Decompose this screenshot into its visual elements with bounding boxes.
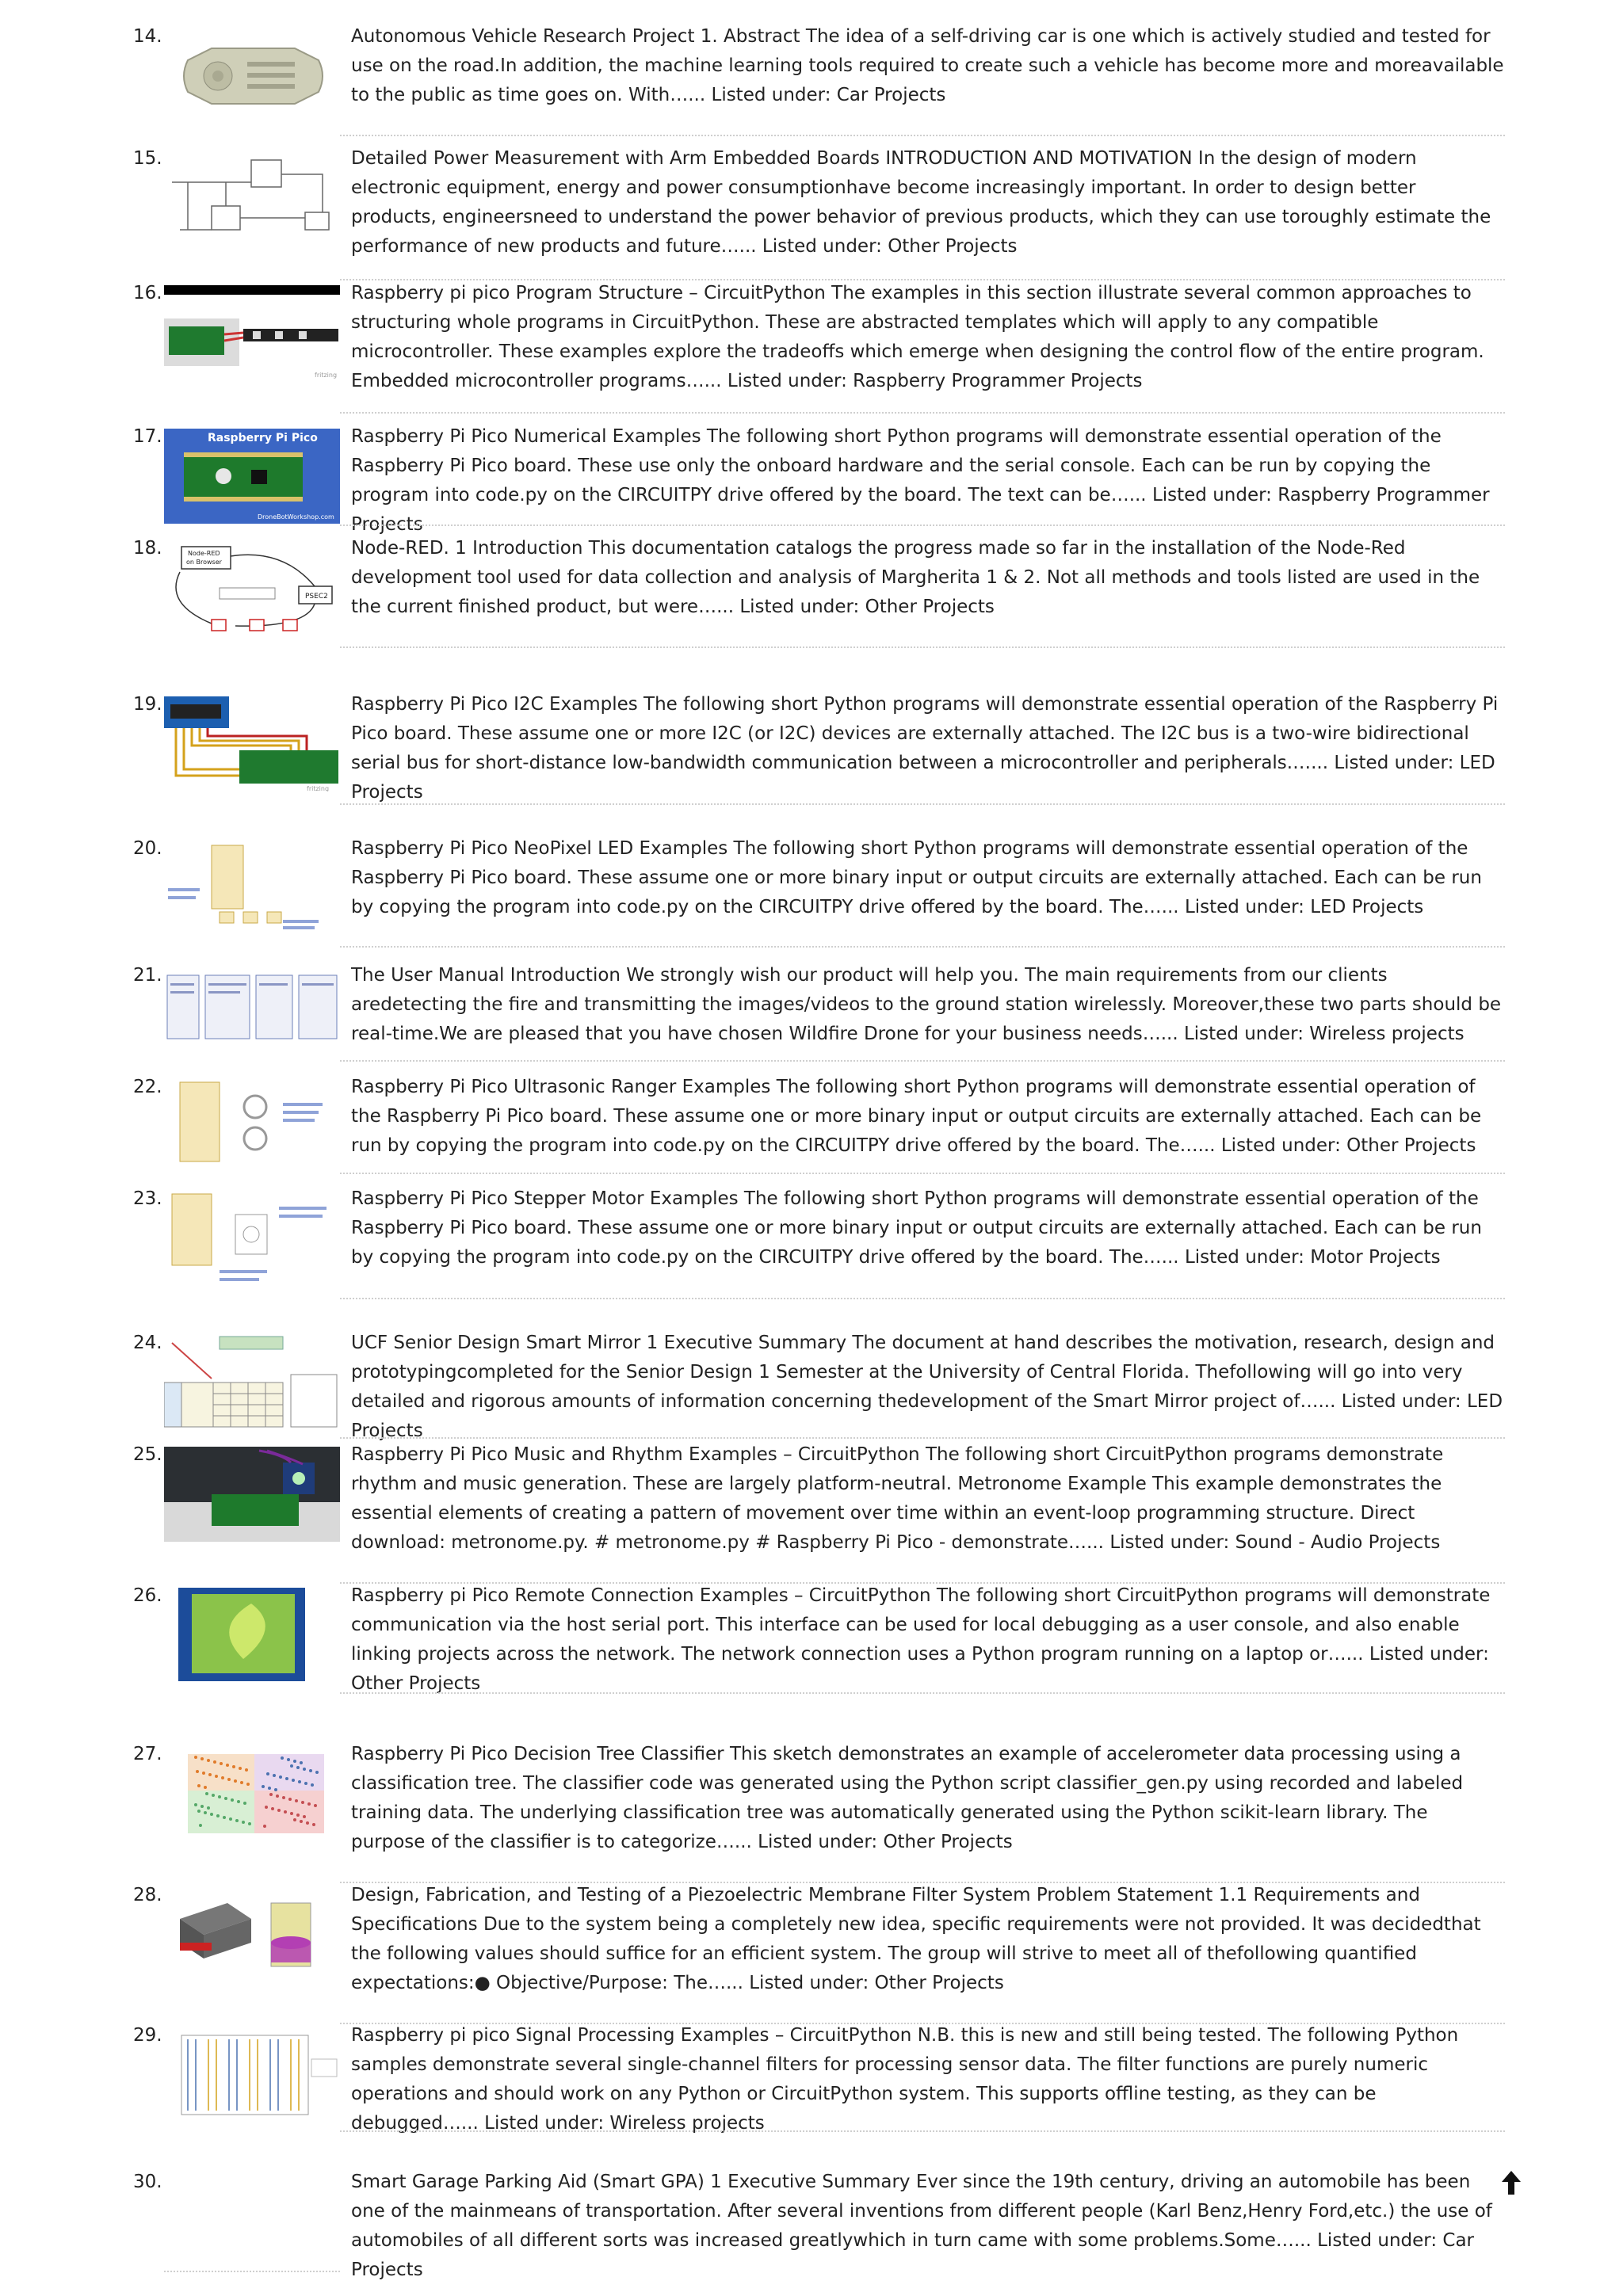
project-description[interactable]	[351, 961, 1507, 1049]
item-number: 26.	[133, 1585, 162, 1606]
svg-text:on Browser: on Browser	[186, 559, 222, 566]
project-thumbnail[interactable]	[164, 1887, 340, 1982]
project-thumbnail[interactable]	[164, 1746, 340, 1841]
item-separator	[340, 2130, 1505, 2132]
item-number: 21.	[133, 965, 162, 986]
project-summary-text[interactable]: Raspberry pi Pico Remote Connection Examples – CircuitPython The following short CircuitPython programs will demonstrate communication via the host serial port. This interface can be used for local debugging as a user console, and also enable linking projects across the network. The network connection uses a Python program running on a laptop or…...	[351, 1585, 1491, 1665]
project-description[interactable]	[351, 279, 1507, 396]
svg-text:fritzing: fritzing	[315, 372, 338, 379]
project-description[interactable]	[351, 144, 1507, 261]
project-thumbnail[interactable]	[164, 1447, 340, 1542]
project-description[interactable]	[351, 1073, 1507, 1161]
project-thumbnail[interactable]	[164, 1079, 340, 1174]
project-summary-text[interactable]: Smart Garage Parking Aid (Smart GPA) 1 Executive Summary Ever since the 19th century, driving an automobile has been one of the mainmeans of transportation. After several inventions from different people (Karl Benz,Henry Ford,etc.) the use of automobiles of all different sorts was increased greatlywhich in turn came with some problems.Some…...	[351, 2172, 1492, 2251]
project-thumbnail[interactable]	[164, 151, 340, 246]
project-description[interactable]	[351, 1740, 1507, 1857]
item-separator	[164, 2271, 340, 2272]
project-summary-text[interactable]: The User Manual Introduction We strongly wish our product will help you. The main requirements from our clients aredetecting the fire and transmitting the images/videos to the ground station wirelessly. Moreover,these two parts should be real-time.We are pleased that you have chosen Wildfire Drone for your business needs…...	[351, 965, 1502, 1044]
project-description[interactable]	[351, 1440, 1507, 1558]
project-description[interactable]	[351, 2021, 1507, 2138]
item-number: 23.	[133, 1188, 162, 1209]
project-thumbnail[interactable]	[164, 540, 340, 635]
project-category-link[interactable]: Listed under: Wireless projects	[484, 2113, 765, 2134]
project-category-link[interactable]: Listed under: Other Projects	[762, 236, 1018, 257]
project-summary-text[interactable]: Raspberry Pi Pico Numerical Examples The following short Python programs will demonstrate essential operation of the Raspberry Pi Pico board. These use only the onboard hardware and the serial console. Each can be run by copying the program into code.py on the CIRCUITPY drive offered by the board. The text can be…...	[351, 426, 1442, 505]
project-category-link[interactable]: Listed under: Other Projects	[739, 597, 995, 617]
item-separator	[340, 1437, 1505, 1439]
project-thumbnail[interactable]	[164, 2027, 340, 2122]
item-number: 28.	[133, 1885, 162, 1905]
item-separator	[340, 1882, 1505, 1883]
item-number: 19.	[133, 694, 162, 715]
project-thumbnail[interactable]	[164, 1191, 340, 1286]
item-separator	[340, 2023, 1505, 2024]
project-summary-text[interactable]: Raspberry Pi Pico NeoPixel LED Examples The following short Python programs will demonstrate essential operation of the Raspberry Pi Pico board. These assume one or more binary input or output circuits are externally attached. Each can be run by copying the program into code.py on the CIRCUITPY drive offered by the board. The…...	[351, 838, 1482, 917]
project-thumbnail[interactable]	[164, 1335, 340, 1430]
project-thumbnail[interactable]	[164, 1588, 340, 1683]
project-thumbnail[interactable]	[164, 29, 340, 124]
project-category-link[interactable]: Listed under: Wireless projects	[1183, 1024, 1465, 1044]
project-summary-text[interactable]: Autonomous Vehicle Research Project 1. Abstract The idea of a self-driving car is one which is actively studied and tested for use on the road.In addition, the machine learning tools required to create such a vehicle has become more and moreavailable to the public as time goes on. With…...	[351, 26, 1504, 105]
item-separator	[340, 1173, 1505, 1174]
item-separator	[340, 646, 1505, 648]
project-description[interactable]	[351, 1184, 1507, 1272]
item-number: 20.	[133, 838, 162, 859]
project-description[interactable]	[351, 1881, 1507, 1998]
item-separator	[340, 1692, 1505, 1694]
item-number: 18.	[133, 538, 162, 559]
project-description[interactable]	[351, 2168, 1492, 2285]
svg-text:Node-RED: Node-RED	[188, 550, 220, 557]
project-description[interactable]	[351, 1581, 1507, 1699]
project-summary-text[interactable]: Raspberry Pi Pico Decision Tree Classifier This sketch demonstrates an example of accelerometer data processing using a classification tree. The classifier code was generated using the Python script classifier_gen.py using recorded and labeled training data. The underlying classification tree was automatically generated using the Python scikit-learn library. The purpose of the classifier is to categorize…...	[351, 1744, 1464, 1852]
project-category-link[interactable]: Listed under: Raspberry Programmer Projects	[727, 371, 1143, 391]
item-separator	[340, 135, 1505, 136]
svg-text:DroneBotWorkshop.com: DroneBotWorkshop.com	[258, 513, 334, 521]
item-number: 29.	[133, 2025, 162, 2046]
item-number: 15.	[133, 148, 162, 169]
project-summary-text[interactable]: Node-RED. 1 Introduction This documentation catalogs the progress made so far in the installation of the Node-Red development tool used for data collection and analysis of Margherita 1 & 2. Not all methods and tools listed are used in the the current finished product, but were…...	[351, 538, 1480, 617]
project-description[interactable]	[351, 422, 1507, 540]
project-category-link[interactable]: Listed under: Car Projects	[351, 2230, 1475, 2280]
project-summary-text[interactable]: Detailed Power Measurement with Arm Embedded Boards INTRODUCTION AND MOTIVATION In the design of modern electronic equipment, energy and power consumptionhave become increasingly important. In order to design better products, engineersneed to understand the power behavior of previous products, which they can use toroughly estimate the performance of new products and future…...	[351, 148, 1491, 257]
project-description[interactable]	[351, 834, 1507, 922]
project-category-link[interactable]: Listed under: Sound - Audio Projects	[1109, 1532, 1441, 1553]
project-description[interactable]	[351, 534, 1507, 622]
project-category-link[interactable]: Listed under: Other Projects	[758, 1832, 1013, 1852]
arrow-up-icon	[1500, 2169, 1522, 2196]
project-thumbnail[interactable]	[164, 841, 340, 936]
project-category-link[interactable]: Listed under: Motor Projects	[1184, 1247, 1441, 1268]
project-description[interactable]	[351, 690, 1507, 807]
item-number: 17.	[133, 426, 162, 447]
project-thumbnail[interactable]	[164, 696, 340, 791]
item-separator	[340, 1582, 1505, 1584]
project-summary-text[interactable]: Raspberry Pi Pico Ultrasonic Ranger Examples The following short Python programs will demonstrate essential operation of the Raspberry Pi Pico board. These assume one or more binary input or output circuits are externally attached. Each can be run by copying the program into code.py on the CIRCUITPY drive offered by the board. The…...	[351, 1077, 1482, 1156]
item-separator	[340, 946, 1505, 948]
item-number: 25.	[133, 1444, 162, 1465]
item-separator	[340, 412, 1505, 414]
item-separator	[340, 524, 1505, 526]
item-number: 14.	[133, 26, 162, 47]
item-number: 27.	[133, 1744, 162, 1764]
project-summary-text[interactable]: Raspberry Pi Pico Stepper Motor Examples The following short Python programs will demonstrate essential operation of the Raspberry Pi Pico board. These assume one or more binary input or output circuits are externally attached. Each can be run by copying the program into code.py on the CIRCUITPY drive offered by the board. The…...	[351, 1188, 1482, 1268]
project-category-link[interactable]: Listed under: Raspberry Programmer Projects	[351, 485, 1490, 535]
project-thumbnail[interactable]	[164, 967, 340, 1062]
item-number: 24.	[133, 1333, 162, 1353]
item-separator	[340, 803, 1505, 805]
svg-text:Raspberry Pi Pico: Raspberry Pi Pico	[208, 432, 318, 444]
svg-text:fritzing: fritzing	[307, 785, 330, 791]
item-separator	[340, 279, 1505, 280]
svg-text:PSEC2: PSEC2	[305, 593, 328, 601]
project-summary-text[interactable]: Raspberry Pi Pico I2C Examples The following short Python programs will demonstrate essential operation of the Raspberry Pi Pico board. These assume one or more I2C (or I2C) devices are externally attached. The I2C bus is a two-wire bidirectional serial bus for short-distance low-bandwidth communication between a microcontroller and peripherals.…...	[351, 694, 1499, 773]
item-number: 30.	[133, 2172, 162, 2192]
project-description[interactable]	[351, 1329, 1507, 1446]
project-category-link[interactable]: Listed under: LED Projects	[351, 1391, 1503, 1441]
project-category-link[interactable]: Listed under: Other Projects	[351, 1644, 1489, 1694]
project-category-link[interactable]: Listed under: Other Projects	[749, 1973, 1004, 1993]
scroll-to-top-button[interactable]	[1500, 2169, 1522, 2196]
project-category-link[interactable]: Listed under: Other Projects	[1220, 1135, 1476, 1156]
project-summary-text[interactable]: Raspberry pi pico Program Structure – CircuitPython The examples in this section illustrate several common approaches to structuring whole programs in CircuitPython. These are abstracted templates which will apply to any compatible microcontroller. These examples explore the tradeoffs which emerge when designing the control flow of the entire program. Embedded microcontroller programs…...	[351, 283, 1484, 391]
project-summary-text[interactable]: UCF Senior Design Smart Mirror 1 Executive Summary The document at hand describes the motivation, research, design and prototypingcompleted for the Senior Design 1 Semester at the University of Central Florida. Thefollowing will go into very detailed and rigorous amounts of information concerning thedevelopment of the Smart Mirror project of…...	[351, 1333, 1495, 1412]
item-number: 16.	[133, 283, 162, 303]
project-description[interactable]	[351, 22, 1507, 110]
project-category-link[interactable]: Listed under: LED Projects	[1184, 897, 1424, 917]
project-category-link[interactable]: Listed under: Car Projects	[711, 85, 946, 105]
project-summary-text[interactable]: Raspberry Pi Pico Music and Rhythm Examples – CircuitPython The following short CircuitPython programs demonstrate rhythm and music generation. These are largely platform-neutral. Metronome Example This example demonstrates the essential elements of creating a pattern of movement over time within an event-loop programming structure. Direct download: metronome.py. # metronome.py # Raspberry Pi Pico - demonstrate…...	[351, 1444, 1444, 1553]
item-separator	[340, 1060, 1505, 1062]
project-summary-text[interactable]: Raspberry pi pico Signal Processing Examples – CircuitPython N.B. this is new and still being tested. The following Python samples demonstrate several single-channel filters for processing sensor data. The filter functions are purely numeric operations and should work on any Python or CircuitPython system. This supports offline testing, as they can be debugged…...	[351, 2025, 1459, 2134]
item-number: 22.	[133, 1077, 162, 1097]
project-thumbnail[interactable]	[164, 285, 340, 380]
project-summary-text[interactable]: Design, Fabrication, and Testing of a Piezoelectric Membrane Filter System Problem Statement 1.1 Requirements and Specifications Due to the system being a completely new idea, specific requirements were not provided. It was decidedthat the following values should suffice for an efficient system. The group will strive to meet all of thefollowing quantified expectations:● Objective/Purpose: The…...	[351, 1885, 1481, 1993]
project-thumbnail[interactable]	[164, 429, 340, 524]
item-separator	[340, 1298, 1505, 1299]
project-category-link[interactable]: Listed under: LED Projects	[351, 753, 1495, 803]
